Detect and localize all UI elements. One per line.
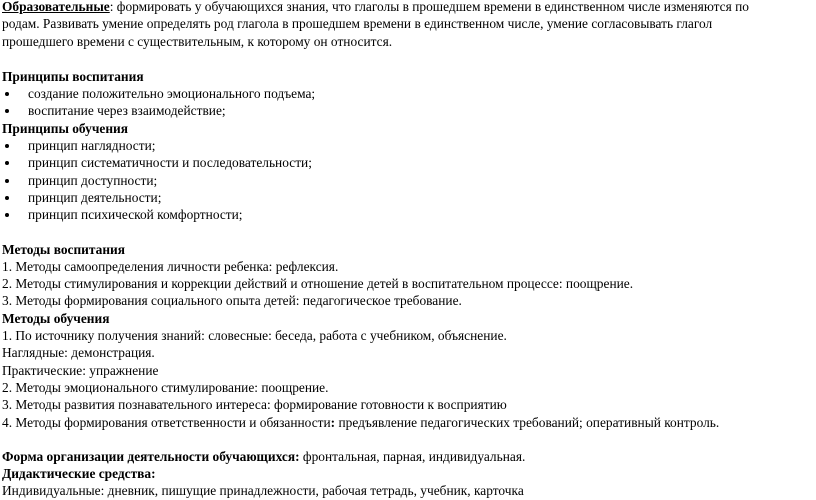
- learning-method-line-4: [2, 414, 814, 431]
- didactic-text: Индивидуальные: дневник, пишущие принадлежности, рабочая тетрадь, учебник, карточка: [2, 483, 524, 499]
- learning-method-4-colon: :: [330, 414, 336, 430]
- list-item: принцип психической комфортности;: [2, 206, 814, 223]
- intro-text-line2: родам. Развивать умение определять род глагола в прошедшем времени в единственном числе, умение согласовывать глагол: [2, 16, 713, 32]
- list-item: создание положительно эмоционального подъема;: [2, 85, 814, 102]
- spacer: [2, 224, 814, 241]
- spacer: [2, 431, 814, 448]
- learning-methods-heading: Методы обучения: [2, 310, 110, 326]
- organization-text: фронтальная, парная, индивидуальная.: [299, 448, 526, 464]
- list-item: принцип деятельности;: [2, 189, 814, 206]
- organization-form-line: [2, 448, 814, 465]
- list-item: принцип систематичности и последовательности;: [2, 154, 814, 171]
- learning-method-line: Практические: упражнение: [2, 362, 159, 378]
- upbringing-methods-heading: Методы воспитания: [2, 241, 126, 257]
- learning-method-line: 2. Методы эмоционального стимулирование: поощрение.: [2, 379, 329, 395]
- learning-method-line: Наглядные: демонстрация.: [2, 345, 155, 361]
- didactic-heading: Дидактические средства:: [2, 466, 156, 482]
- learning-method-line: 1. По источнику получения знаний: словесные: беседа, работа с учебником, объяснение.: [2, 328, 507, 344]
- learning-principles-list: [2, 137, 814, 223]
- upbringing-method-line: 3. Методы формирования социального опыта детей: педагогическое требование.: [2, 293, 462, 309]
- intro-text-line3: прошедшего времени с существительным, к которому он относится.: [2, 33, 393, 49]
- upbringing-principles-list: [2, 85, 814, 120]
- list-item: принцип наглядности;: [2, 137, 814, 154]
- upbringing-principles-heading: Принципы воспитания: [2, 68, 144, 84]
- learning-method-4-suffix: предъявление педагогических требований; оперативный контроль.: [335, 414, 720, 430]
- learning-method-4-prefix: 4. Методы формирования ответственности и обязанности: [2, 414, 331, 430]
- intro-heading: Образовательные: [2, 0, 110, 14]
- list-item: принцип доступности;: [2, 172, 814, 189]
- intro-paragraph-line1: [2, 0, 814, 15]
- learning-principles-heading: Принципы обучения: [2, 120, 128, 136]
- spacer: [2, 50, 814, 68]
- intro-text-line1: : формировать у обучающихся знания, что глаголы в прошедшем времени в единственном числе изменяются по: [109, 0, 749, 14]
- learning-method-line: 3. Методы развития познавательного интереса: формирование готовности к восприятию: [2, 397, 507, 413]
- list-item: воспитание через взаимодействие;: [2, 102, 814, 119]
- upbringing-method-line: 2. Методы стимулирования и коррекции действий и отношение детей в воспитательном процессе: поощрение.: [2, 276, 634, 292]
- organization-heading: Форма организации деятельности обучающихся:: [2, 448, 300, 464]
- upbringing-method-line: 1. Методы самоопределения личности ребенка: рефлексия.: [2, 258, 339, 274]
